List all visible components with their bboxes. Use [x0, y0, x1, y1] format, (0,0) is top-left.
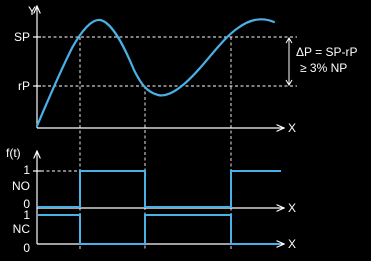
nc-label: NC [12, 222, 30, 236]
middle-level-0-label: 0 [23, 197, 30, 211]
bottom-level-1-label: 1 [23, 208, 30, 222]
no-output-signal [38, 171, 281, 207]
no-output-chart [6, 146, 296, 215]
top-chart [14, 4, 358, 250]
bottom-x-axis-label: X [288, 237, 297, 251]
middle-x-axis-label: X [288, 201, 297, 215]
bottom-level-0-label: 0 [23, 241, 30, 255]
sp-label: SP [13, 30, 30, 44]
delta-label-line1: ΔP = SP-rP [296, 45, 358, 59]
rp-label: rP [18, 79, 30, 93]
middle-level-1-label: 1 [23, 163, 30, 177]
measured-value-curve [37, 19, 274, 126]
nc-output-signal [38, 215, 281, 244]
nc-output-chart [13, 208, 296, 255]
no-label: NO [12, 179, 30, 193]
top-y-axis-label: Y [27, 4, 37, 18]
delta-label-line2: ≥ 3% NP [300, 61, 348, 75]
middle-y-axis-label: f(t) [6, 146, 21, 160]
top-x-axis-label: X [288, 121, 297, 135]
